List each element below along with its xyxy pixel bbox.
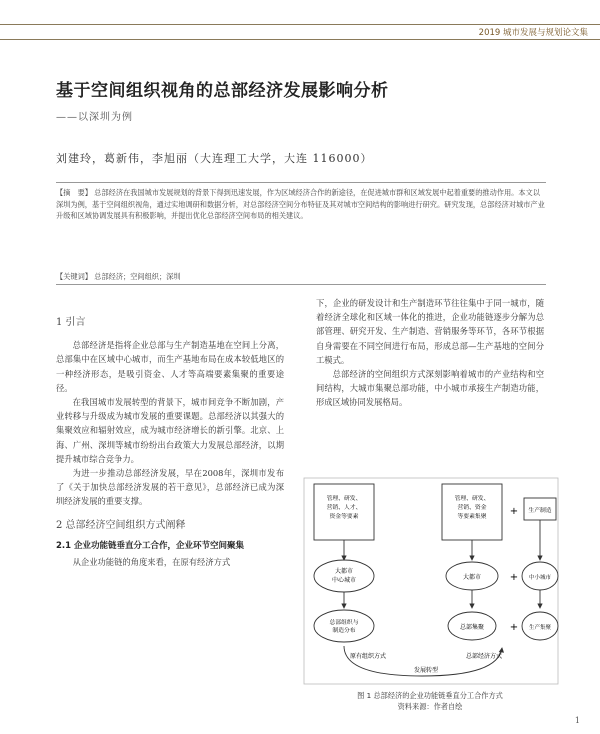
caption-source: 资料来源：作者自绘 xyxy=(397,702,463,711)
node-hq-cluster-text: 总部集聚 xyxy=(459,624,485,631)
node-hq-left-text: 总部组织与制造分布 xyxy=(329,620,359,634)
section-heading-intro: 1 引言 xyxy=(56,317,86,328)
subsection-heading: 2.1 企业功能链垂直分工合作，企业环节空间聚集 xyxy=(56,540,245,551)
label-hq-economy: 总部经济方式 xyxy=(466,653,503,660)
node-small-city-text: 中小城市 xyxy=(528,575,552,581)
plus-sign: + xyxy=(509,506,519,517)
keywords xyxy=(56,272,181,282)
keywords-text: 总部经济；空间组织；深圳 xyxy=(94,272,181,281)
node-metro-left-text: 大都市中心城市 xyxy=(331,568,357,584)
header-rule-lower xyxy=(0,39,600,40)
node-metro-right-text: 大都市 xyxy=(462,574,482,581)
node-factors-left xyxy=(314,484,374,540)
abstract-rule xyxy=(56,284,546,285)
paper-subtitle: ——以深圳为例 xyxy=(56,112,133,123)
section-heading-2: 2 总部经济空间组织方式阐释 xyxy=(56,519,186,531)
paragraph: 总部经济是指将企业总部与生产制造基地在空间上分离，总部集中在区域中心城市，而生产基地布局在成本较低地区的一种经济形态，是吸引资金、人才等高端要素集聚的重要途径。 xyxy=(56,340,284,393)
label-original: 原有组织方式 xyxy=(350,653,387,660)
paragraph: 下，企业的研发设计和生产制造环节往往集中于同一城市，随着经济全球化和区域一体化的推进，企业功能链逐步分解为总部管理、研究开发、生产制造、营销服务等环节，各环节根据自身需要在不同空间进行布局，形成总部—生产基地的空间分工模式。 xyxy=(316,298,544,365)
abstract xyxy=(56,182,546,222)
abstract-label: 【摘 要】 xyxy=(56,188,92,197)
node-production-cluster-text: 生产集聚 xyxy=(528,625,552,631)
node-factors-right-text: 管理、研发、营销、资金等要素集聚 xyxy=(454,496,490,520)
node-factors-right xyxy=(442,484,502,540)
paper-title: 基于空间组织视角的总部经济发展影响分析 xyxy=(56,81,389,101)
node-manufacture-text: 生产制造 xyxy=(528,508,552,514)
page-number: 1 xyxy=(574,716,580,725)
paragraph: 总部经济的空间组织方式深刻影响着城市的产业结构和空间结构，大城市集聚总部功能，中小城市承接生产制造功能，形成区域协同发展格局。 xyxy=(316,369,544,408)
keywords-label: 【关键词】 xyxy=(56,272,92,281)
authors: 刘建玲，葛新伟，李旭丽（大连理工大学，大连 116000） xyxy=(56,152,373,165)
abstract-text: 总部经济在我国城市发展规划的背景下得到迅速发展，作为区域经济合作的新途径，在促进城市群和区域发展中起着重要的推动作用。本文以深圳为例，基于空间组织视角，通过实地调研和数据分析，对总部经济空间分布特征及其对城市空间结构的影响进行研究。研究发现，总部经济对城市产业升级和区域协调发展具有积极影响，并提出优化总部经济空间布局的相关建议。 xyxy=(56,188,545,220)
right-column xyxy=(316,296,544,410)
figure-diagram xyxy=(302,476,560,686)
header-rule xyxy=(0,24,600,25)
caption-title: 图 1 总部经济的企业功能链垂直分工合作方式 xyxy=(357,691,503,700)
label-transition: 发展转型 xyxy=(414,667,439,674)
node-factors-left-text: 管理、研发、营销、人才、资金等要素 xyxy=(326,496,362,520)
figure-caption xyxy=(320,690,540,712)
node-hq-left xyxy=(314,610,374,642)
paragraph: 从企业功能链的角度来看，在原有经济方式 xyxy=(72,557,231,568)
running-head: 2019 城市发展与规划论文集 xyxy=(478,28,588,38)
paragraph: 在我国城市发展转型的背景下，城市间竞争不断加剧，产业转移与升级成为城市发展的重要课题。总部经济以其强大的集聚效应和辐射效应，成为城市经济增长的新引擎。北京、上海、广州、深圳等城市纷纷出台政策大力发展总部经济，以期提升城市综合竞争力。 xyxy=(56,397,284,464)
plus-sign: + xyxy=(509,622,519,633)
plus-sign: + xyxy=(509,572,519,583)
left-column xyxy=(56,316,284,569)
node-metro-left xyxy=(314,560,374,592)
paragraph: 为进一步推动总部经济发展，早在2008年，深圳市发布了《关于加快总部经济发展的若干意见》，总部经济已成为深圳经济发展的重要支撑。 xyxy=(56,468,284,507)
